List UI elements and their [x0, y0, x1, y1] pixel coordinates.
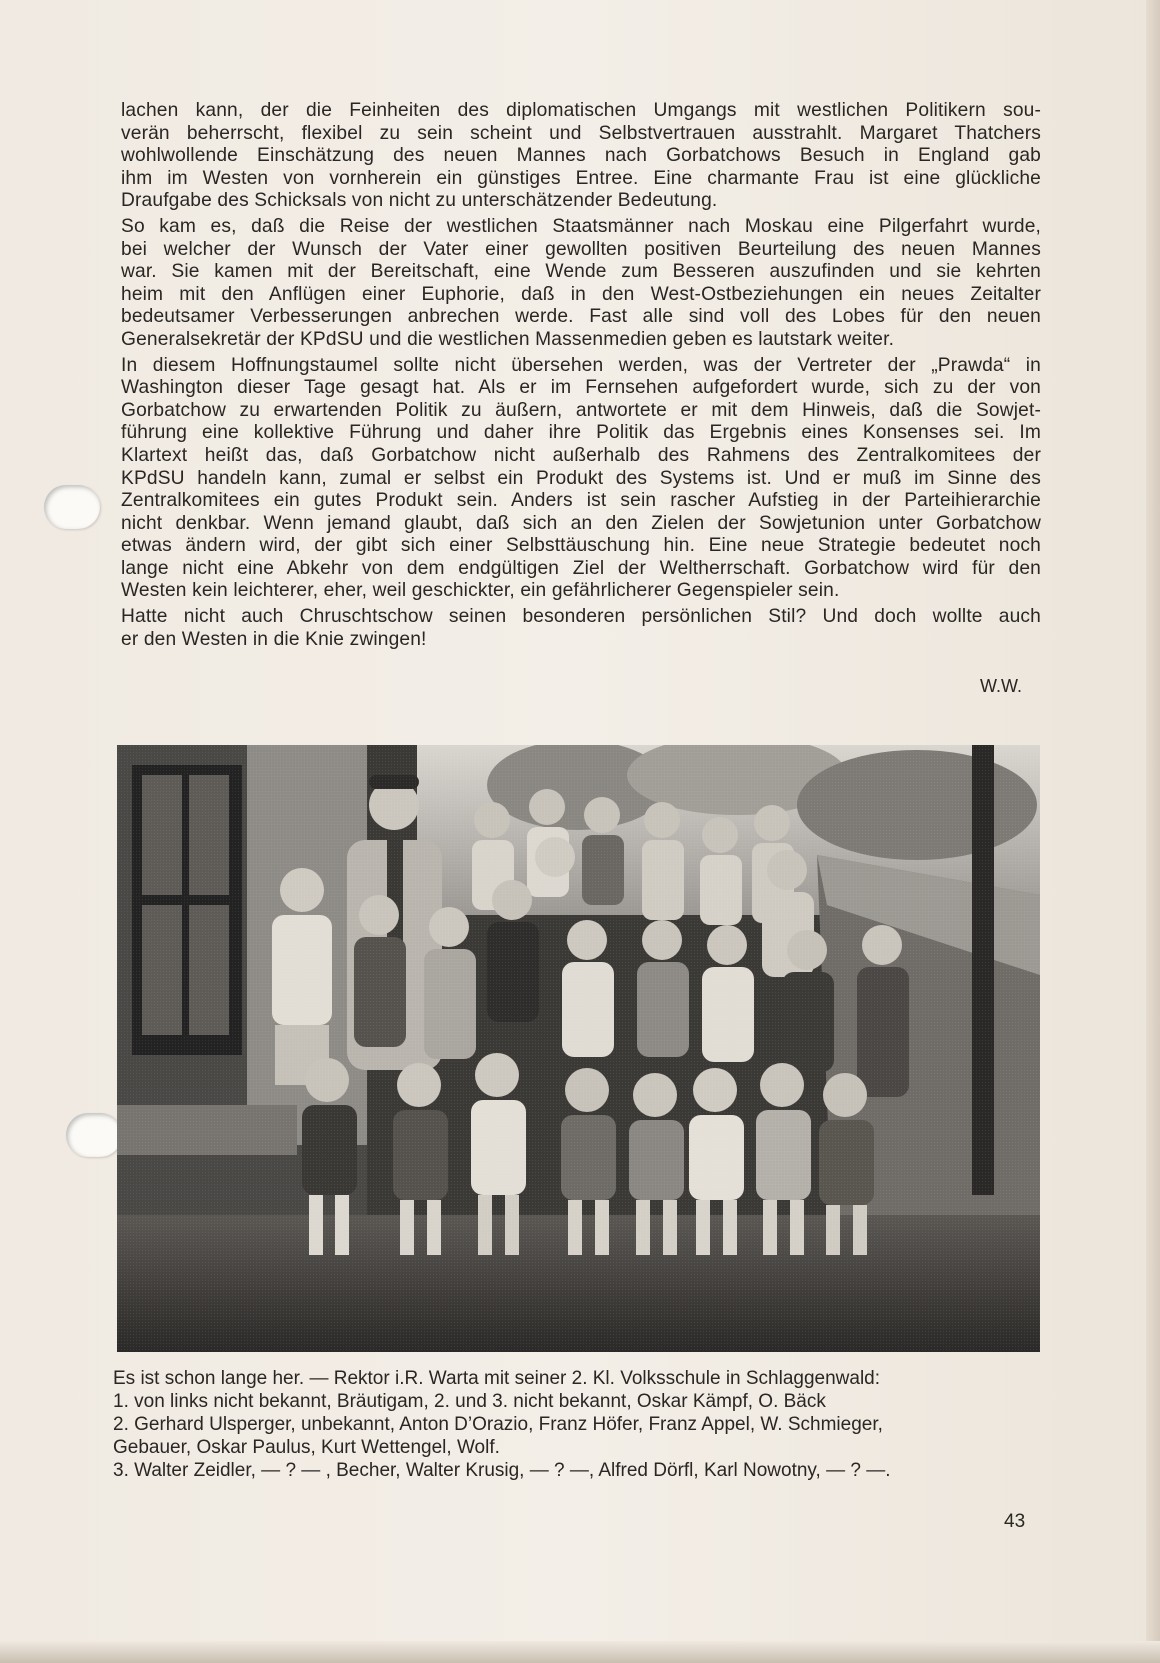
text-line: In diesem Hoffnungstaumel sollte nicht übersehen werden, was der Vertreter der „Prawda“ in: [121, 354, 1041, 376]
paragraph-4: [121, 606, 1041, 651]
page-edge-bottom: [0, 1641, 1160, 1663]
text-line: Washington dieser Tage gesagt hat. Als er im Fernsehen aufgefordert wurde, sich zu der von: [121, 377, 1041, 399]
caption-line: 3. Walter Zeidler, — ? — , Becher, Walter Krusig, — ? —, Alfred Dörfl, Karl Nowotny, — ? —.: [113, 1460, 891, 1481]
punch-hole-top: [44, 485, 100, 529]
text-line: Hatte nicht auch Chruschtschow seinen besonderen persönlichen Stil? Und doch wollte auch: [121, 606, 1041, 628]
author-signature: W.W.: [980, 676, 1022, 696]
punch-hole-bottom: [66, 1113, 122, 1157]
paragraph-2: [121, 216, 1041, 352]
text-line: Zentralkomitees ein gutes Produkt sein. Anders ist sein rascher Aufstieg in der Parteihierarchie: [121, 490, 1041, 512]
text-line: nicht denkbar. Wenn jemand glaubt, daß sich an den Zielen der Sowjetunion unter Gorbatchow: [121, 512, 1041, 534]
article-text: [121, 100, 1041, 654]
text-line: etwas ändern wird, der gibt sich einer Selbsttäuschung hin. Eine neue Strategie bedeutet noch: [121, 535, 1041, 557]
text-line: bedeutsamer Verbesserungen anbrechen werde. Fast alle sind voll des Lobes für den neuen: [121, 306, 1041, 328]
text-line: lange nicht eine Abkehr von dem endgültigen Ziel der Weltherrschaft. Gorbatchow wird für den: [121, 557, 1041, 579]
text-line: heim mit den Anflügen einer Euphorie, daß in den West-Ostbeziehungen ein neues Zeitalter: [121, 283, 1041, 305]
text-line: bei welcher der Wunsch der Vater einer gewollten positiven Beurteilung des neuen Mannes: [121, 238, 1041, 260]
text-line: So kam es, daß die Reise der westlichen Staatsmänner nach Moskau eine Pilgerfahrt wurde,: [121, 215, 1041, 237]
photo-caption: [113, 1367, 1043, 1482]
paragraph-1: [121, 100, 1041, 213]
text-line: ihm im Westen von vornherein ein günstiges Entree. Eine charmante Frau ist eine glückliche: [121, 167, 1041, 189]
text-line: Westen kein leichterer, eher, weil geschickter, ein gefährlicherer Gegenspieler sein.: [121, 580, 840, 602]
text-line: Draufgabe des Schicksals von nicht zu unterschätzender Bedeutung.: [121, 190, 718, 212]
photo-illustration: [117, 745, 1040, 1352]
text-line: KPdSU handeln kann, zumal er selbst ein Produkt des Systems ist. Und er muß im Sinne des: [121, 467, 1041, 489]
page-edge-right: [1146, 0, 1160, 1663]
text-line: führung eine kollektive Führung und daher ihre Politik das Ergebnis eines Konsenses sei. Im: [121, 422, 1041, 444]
text-line: wohlwollende Einschätzung des neuen Mannes nach Gorbatchows Besuch in England gab: [121, 145, 1041, 167]
text-line: er den Westen in die Knie zwingen!: [121, 628, 427, 650]
text-line: Klartext heißt das, daß Gorbatchow nicht außerhalb des Rahmens des Zentralkomitees der: [121, 444, 1041, 466]
paragraph-3: [121, 355, 1041, 604]
class-photograph: [117, 745, 1040, 1352]
caption-line: 2. Gerhard Ulsperger, unbekannt, Anton D’Orazio, Franz Höfer, Franz Appel, W. Schmieger,: [113, 1414, 883, 1435]
text-line: verän beherrscht, flexibel zu sein scheint und Selbstvertrauen ausstrahlt. Margaret Thatchers: [121, 122, 1041, 144]
text-line: lachen kann, der die Feinheiten des diplomatischen Umgangs mit westlichen Politikern sou-: [121, 100, 1041, 121]
page-number: 43: [1004, 1511, 1026, 1532]
caption-line: Es ist schon lange her. — Rektor i.R. Warta mit seiner 2. Kl. Volksschule in Schlaggenwald:: [113, 1368, 881, 1389]
caption-line: Gebauer, Oskar Paulus, Kurt Wettengel, Wolf.: [113, 1437, 500, 1458]
text-line: Gorbatchow zu erwartenden Politik zu äußern, antwortete er mit dem Hinweis, daß die Sowjet-: [121, 399, 1041, 421]
text-line: war. Sie kamen mit der Bereitschaft, eine Wende zum Besseren auszufinden und sie kehrten: [121, 261, 1041, 283]
caption-line: 1. von links nicht bekannt, Bräutigam, 2. und 3. nicht bekannt, Oskar Kämpf, O. Bäck: [113, 1391, 826, 1412]
text-line: Generalsekretär der KPdSU und die westlichen Massenmedien geben es lautstark weiter.: [121, 328, 895, 350]
